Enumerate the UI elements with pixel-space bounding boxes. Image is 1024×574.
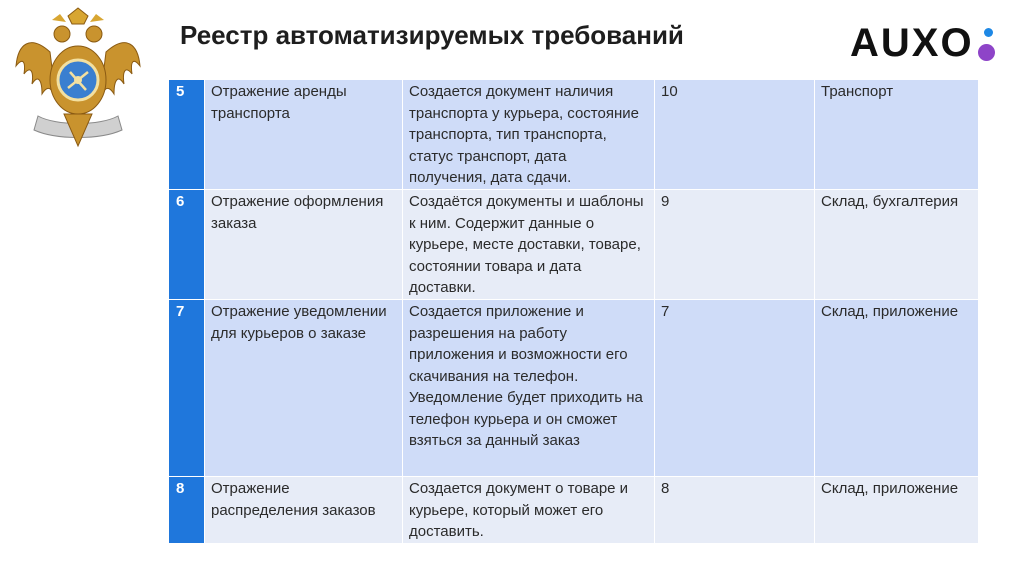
requirement-description: Создается приложение и разрешения на работу приложения и возможности его скачивания на телефон. Уведомление будет приходить на телефон курьера и он сможет взяться за данный заказ bbox=[403, 300, 655, 477]
requirement-department: Склад, приложение bbox=[815, 477, 979, 544]
requirement-description: Создается документ наличия транспорта у курьера, состояние транспорта, тип транспорта, статус транспорт, дата получения, дата сдачи. bbox=[403, 80, 655, 190]
table-row bbox=[169, 477, 979, 544]
row-number: 6 bbox=[169, 190, 205, 300]
page-title: Реестр автоматизируемых требований bbox=[180, 20, 684, 50]
requirement-description: Создаётся документы и шаблоны к ним. Содержит данные о курьере, месте доставки, товаре, состоянии товара и дата доставки. bbox=[403, 190, 655, 300]
requirement-description: Создается документ о товаре и курьере, который может его доставить. bbox=[403, 477, 655, 544]
eagle-emblem-icon bbox=[10, 4, 146, 154]
auxo-logo bbox=[850, 18, 1000, 68]
requirement-name: Отражение аренды транспорта bbox=[205, 80, 403, 190]
requirement-priority: 8 bbox=[655, 477, 815, 544]
logo-dot-icon bbox=[984, 28, 993, 37]
requirement-department: Транспорт bbox=[815, 80, 979, 190]
row-number: 7 bbox=[169, 300, 205, 477]
table-row bbox=[169, 80, 979, 190]
table-row bbox=[169, 190, 979, 300]
requirement-name: Отражение уведомлении для курьеров о заказе bbox=[205, 300, 403, 477]
table-row bbox=[169, 300, 979, 477]
requirement-name: Отражение оформления заказа bbox=[205, 190, 403, 300]
requirements-table bbox=[168, 79, 979, 544]
requirement-department: Склад, приложение bbox=[815, 300, 979, 477]
row-number: 5 bbox=[169, 80, 205, 190]
logo-dot-icon bbox=[978, 44, 995, 61]
requirement-department: Склад, бухгалтерия bbox=[815, 190, 979, 300]
logo-text: AUXO bbox=[850, 21, 974, 65]
requirement-priority: 10 bbox=[655, 80, 815, 190]
requirement-priority: 7 bbox=[655, 300, 815, 477]
requirement-priority: 9 bbox=[655, 190, 815, 300]
row-number: 8 bbox=[169, 477, 205, 544]
requirement-name: Отражение распределения заказов bbox=[205, 477, 403, 544]
